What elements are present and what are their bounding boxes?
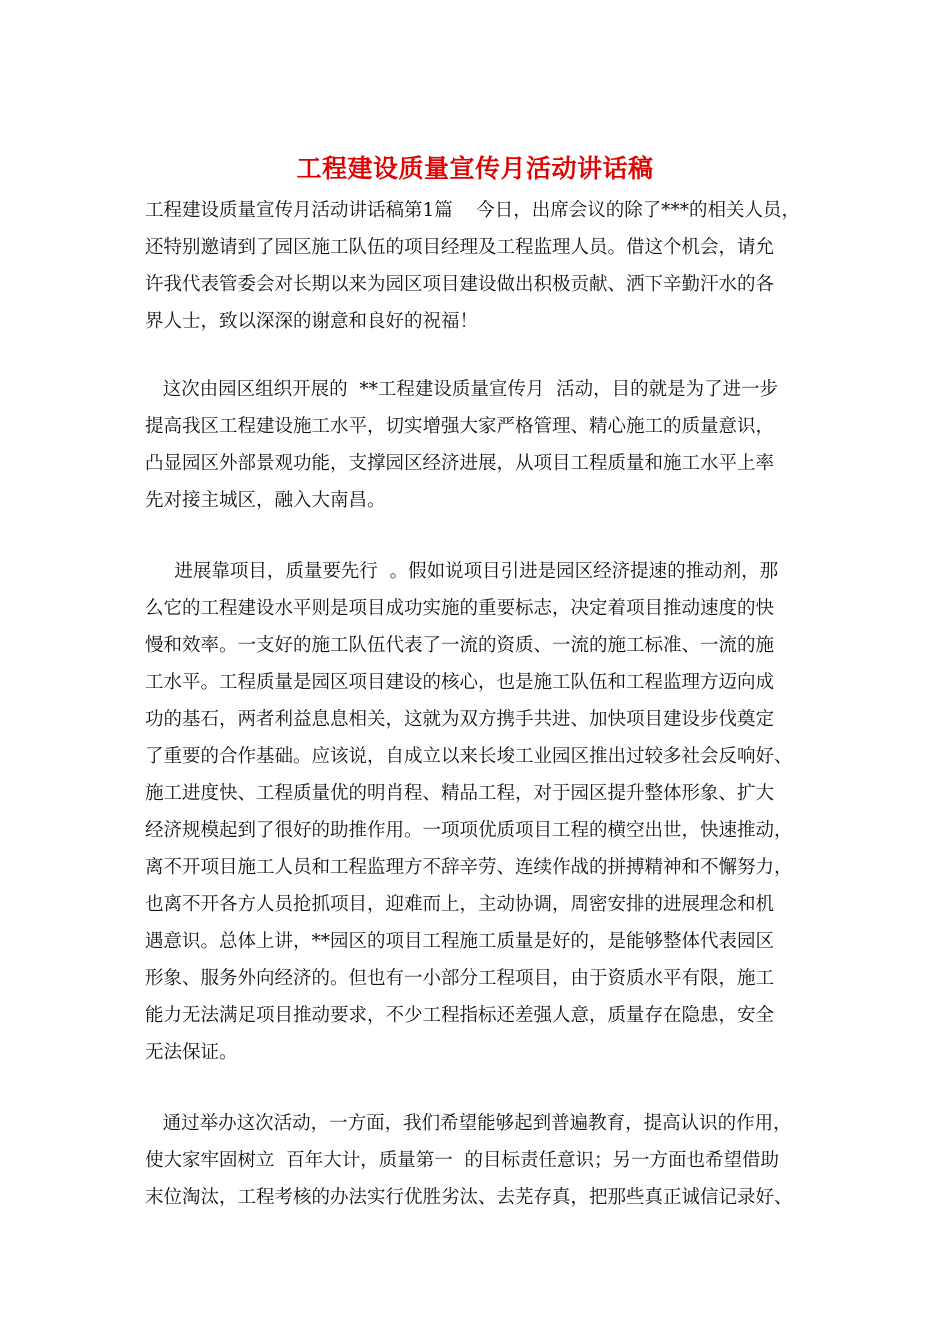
paragraph-2-line-4: 先对接主城区，融入大南昌。 [145, 490, 386, 511]
paragraph-3-line-8: 经济规模起到了很好的助推作用。一项项优质项目工程的横空出世，快速推动， [145, 820, 793, 841]
paragraph-3-line-4: 工水平。工程质量是园区项目建设的核心，也是施工队伍和工程监理方迈向成 [145, 672, 775, 693]
paragraph-1-line-2: 还特别邀请到了园区施工队伍的项目经理及工程监理人员。借这个机会，请允 [145, 237, 775, 258]
paragraph-2-line-1: 这次由园区组织开展的 **工程建设质量宣传月 活动，目的就是为了进一步 [145, 379, 779, 400]
paragraph-3-line-3: 慢和效率。一支好的施工队伍代表了一流的资质、一流的施工标准、一流的施 [145, 635, 775, 656]
paragraph-3-line-6: 了重要的合作基础。应该说，自成立以来长埈工业园区推出过较多社会反响好、 [145, 746, 793, 767]
paragraph-3-line-12: 形象、服务外向经济的。但也有一小部分工程项目，由于资质水平有限，施工 [145, 968, 775, 989]
document-title: 工程建设质量宣传月活动讲话稿 [296, 154, 654, 183]
paragraph-3-line-13: 能力无法满足项目推动要求，不少工程指标还差强人意，质量存在隐患，安全 [145, 1005, 775, 1026]
paragraph-1-line-3: 许我代表管委会对长期以来为园区项目建设做出积极贡献、洒下辛勤汗水的各 [145, 274, 775, 295]
paragraph-2-line-2: 提高我区工程建设施工水平，切实增强大家严格管理、精心施工的质量意识， [145, 416, 775, 437]
paragraph-3-line-14: 无法保证。 [145, 1042, 238, 1063]
paragraph-3-line-2: 么它的工程建设水平则是项目成功实施的重要标志，决定着项目推动速度的快 [145, 598, 775, 619]
paragraph-1-line-1: 工程建设质量宣传月活动讲话稿第1篇 今日，出席会议的除了***的相关人员， [145, 200, 801, 221]
paragraph-4-line-3: 末位淘汰，工程考核的办法实行优胜劣汰、去芜存真，把那些真正诚信记录好、 [145, 1187, 793, 1208]
paragraph-1-line-4: 界人士，致以深深的谢意和良好的祝福！ [145, 311, 479, 332]
paragraph-4-line-2: 使大家牢固树立 百年大计，质量第一 的目标责任意识；另一方面也希望借助 [145, 1150, 780, 1171]
paragraph-3-line-1: 进展靠项目，质量要先行 。假如说项目引进是园区经济提速的推动剂，那 [145, 561, 779, 582]
paragraph-4-line-1: 通过举办这次活动，一方面，我们希望能够起到普遍教育，提高认识的作用， [145, 1113, 792, 1134]
paragraph-3-line-10: 也离不开各方人员抢抓项目，迎难而上，主动协调，周密安排的进展理念和机 [145, 894, 775, 915]
paragraph-3-line-9: 离不开项目施工人员和工程监理方不辞辛劳、连续作战的拼搏精神和不懈努力， [145, 857, 793, 878]
paragraph-3-line-11: 遇意识。总体上讲，**园区的项目工程施工质量是好的，是能够整体代表园区 [145, 931, 775, 952]
paragraph-3-line-7: 施工进度快、工程质量优的明肖程、精品工程，对于园区提升整体形象、扩大 [145, 783, 775, 804]
paragraph-3-line-5: 功的基石，两者利益息息相关，这就为双方携手共进、加快项目建设步伐奠定 [145, 709, 775, 730]
paragraph-2-line-3: 凸显园区外部景观功能，支撑园区经济进展，从项目工程质量和施工水平上率 [145, 453, 775, 474]
